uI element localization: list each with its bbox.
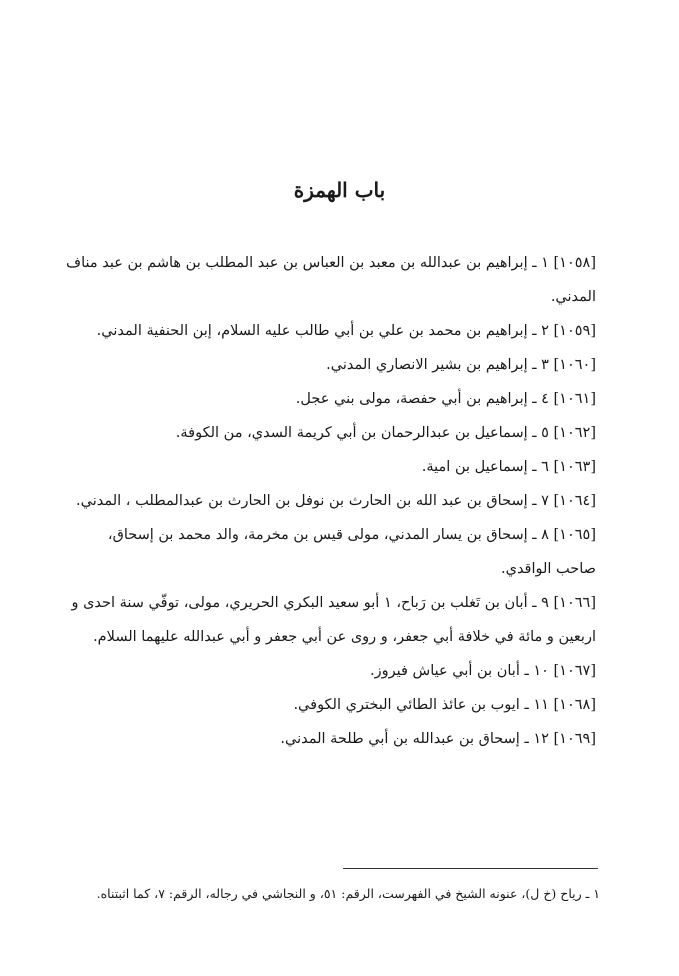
footnote: ١ ـ رياح (خ ل)، عنونه الشيخ في الفهرست، الرقم: ٥١، و النجاشي في رجاله، الرقم: ٧، كما اثبتناه. xyxy=(96,886,600,901)
footnote-divider xyxy=(343,868,598,869)
section-heading: باب الهمزة xyxy=(293,178,386,202)
list-item: [١٠٦٧] ١٠ ـ أبان بن أبي عياش فيروز. xyxy=(369,663,596,679)
list-item: [١٠٦٣] ٦ ـ إسماعيل بن امية. xyxy=(421,459,596,475)
list-item: [١٠٦١] ٤ ـ إبراهيم بن أبي حفصة، مولى بني عجل. xyxy=(295,391,596,407)
list-item: [١٠٥٩] ٢ ـ إبراهيم بن محمد بن علي بن أبي طالب عليه السلام، إبن الحنفية المدني. xyxy=(96,323,596,339)
list-item: [١٠٦٢] ٥ ـ إسماعيل بن عبدالرحمان بن أبي كريمة السدي، من الكوفة. xyxy=(175,425,596,441)
list-item: [١٠٦٥] ٨ ـ إسحاق بن يسار المدني، مولى قيس بن مخرمة، والد محمد بن إسحاق، صاحب الواقدي. xyxy=(107,527,596,577)
list-item: [١٠٦٠] ٣ ـ إبراهيم بن بشير الانصاري المدني. xyxy=(326,357,596,373)
list-item: [١٠٦٦] ٩ ـ أبان بن تَغلب بن رَباح، ١ أبو سعيد البكري الحريري، مولى، توفّي سنة احدى و اربعين و مائة في خلافة أبي جعفر، و روى عن أبي جعفر و أبي عبدالله عليهما السلام. xyxy=(71,595,596,645)
list-item: [١٠٥٨] ١ ـ إبراهيم بن عبدالله بن معبد بن العباس بن عبد المطلب بن هاشم بن عبد مناف المدني. xyxy=(66,255,596,305)
list-item: [١٠٦٤] ٧ ـ إسحاق بن عبد الله بن الحارث بن نوفل بن الحارث بن عبدالمطلب ، المدني. xyxy=(76,493,596,509)
entry-list xyxy=(66,246,596,756)
list-item: [١٠٦٩] ١٢ ـ إسحاق بن عبدالله بن أبي طلحة المدني. xyxy=(280,731,596,747)
list-item: [١٠٦٨] ١١ ـ ايوب بن عائذ الطائي البختري الكوفي. xyxy=(293,697,596,713)
